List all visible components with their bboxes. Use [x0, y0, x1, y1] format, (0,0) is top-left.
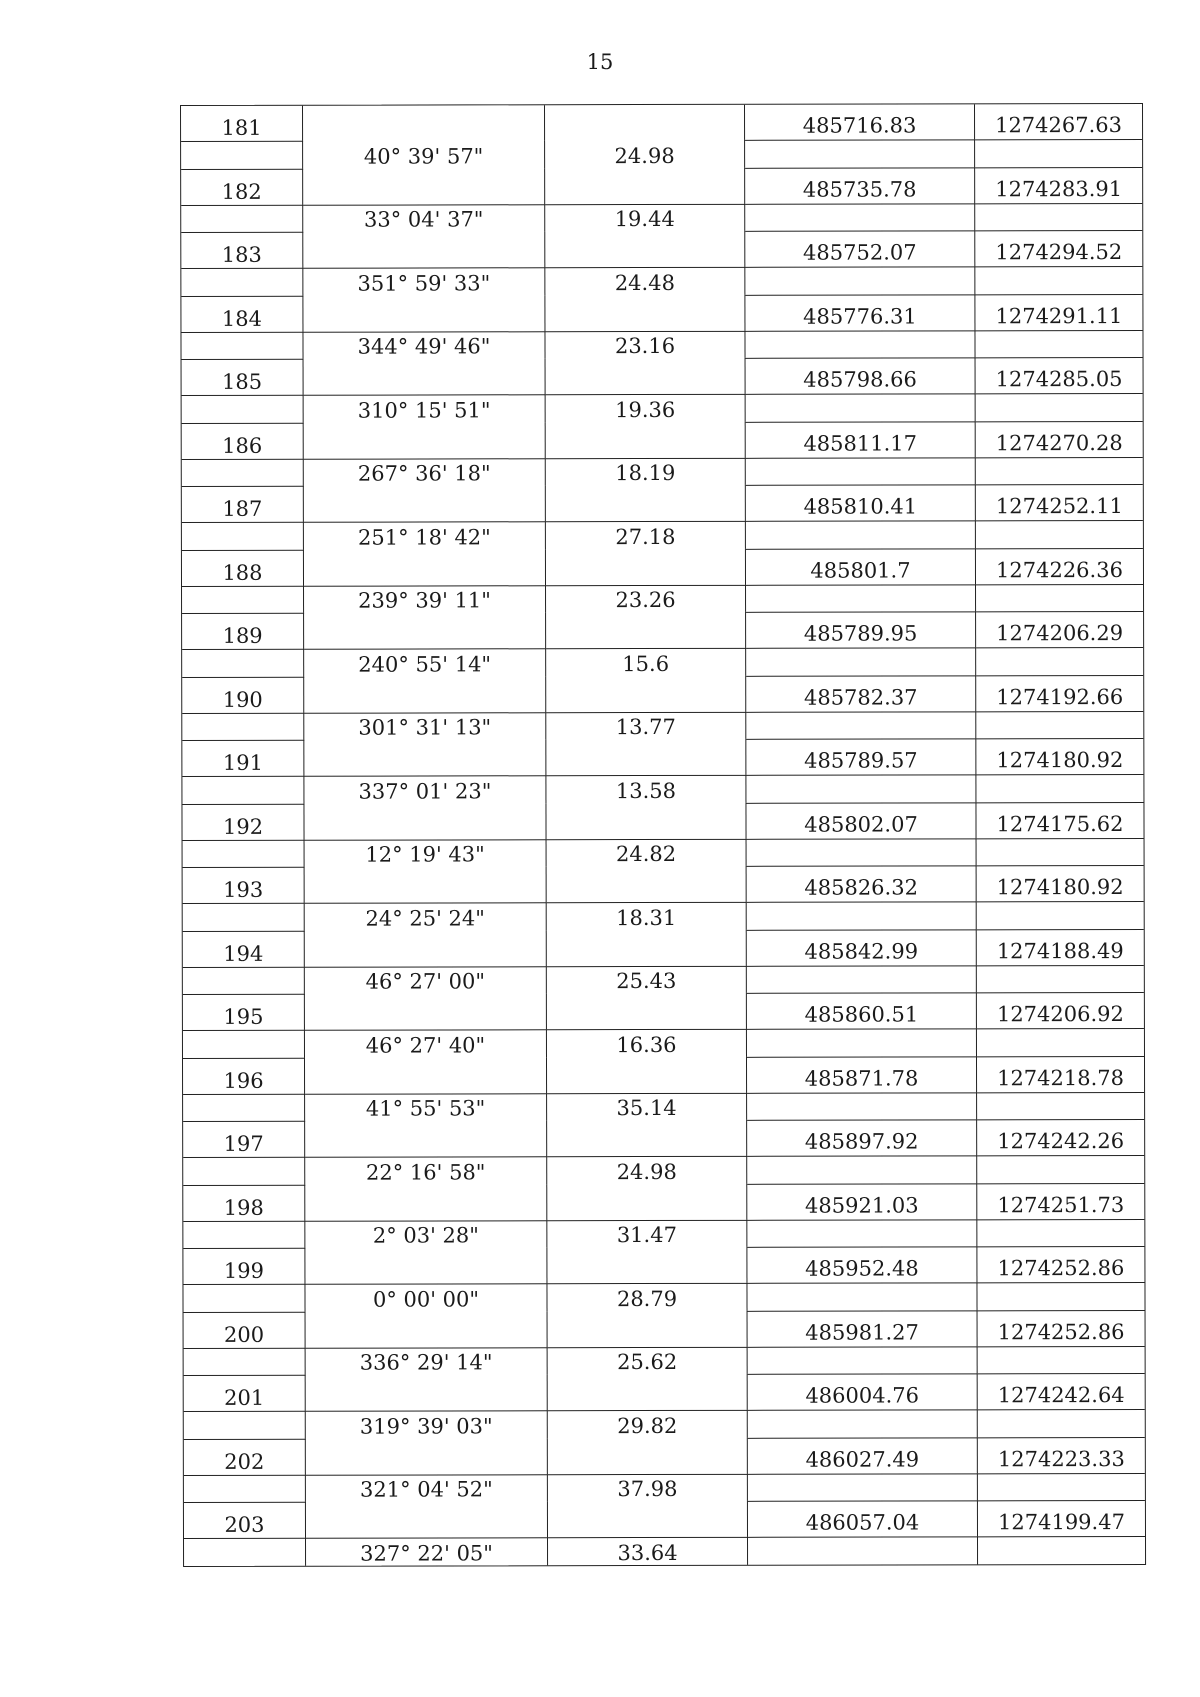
x-coordinate-cell: 485789.95	[746, 612, 976, 648]
empty-cell	[546, 421, 746, 457]
empty-cell	[747, 902, 977, 930]
coordinates-grid	[181, 104, 1145, 1566]
empty-cell	[976, 774, 1143, 802]
x-coordinate-cell: 486057.04	[748, 1501, 978, 1537]
x-coordinate-cell: 485802.07	[746, 802, 976, 838]
empty-cell	[305, 930, 547, 967]
empty-cell	[182, 522, 304, 550]
page-number: 15	[586, 50, 614, 74]
y-coordinate-cell: 1274294.52	[975, 230, 1142, 266]
bearing-cell: 337° 01' 23"	[304, 775, 546, 803]
empty-cell	[305, 1121, 547, 1158]
empty-cell	[184, 1538, 306, 1566]
x-coordinate-cell: 485735.78	[745, 167, 975, 203]
empty-cell	[977, 965, 1144, 993]
empty-cell	[748, 1346, 978, 1374]
distance-cell: 16.36	[547, 1029, 747, 1057]
empty-cell	[547, 1184, 747, 1220]
y-coordinate-cell: 1274218.78	[977, 1056, 1144, 1092]
point-id-cell: 192	[182, 803, 304, 839]
y-coordinate-cell: 1274291.11	[975, 294, 1142, 330]
empty-cell	[183, 1284, 305, 1312]
empty-cell	[184, 1348, 306, 1376]
distance-cell: 23.16	[545, 330, 745, 358]
empty-cell	[183, 1221, 305, 1249]
point-id-cell: 182	[181, 168, 303, 204]
bearing-cell: 319° 39' 03"	[306, 1411, 548, 1439]
y-coordinate-cell: 1274226.36	[976, 548, 1143, 584]
empty-cell	[748, 1473, 978, 1501]
empty-cell	[975, 266, 1142, 294]
empty-cell	[183, 839, 305, 867]
empty-cell	[548, 1501, 748, 1537]
empty-cell	[304, 676, 546, 713]
y-coordinate-cell: 1274285.05	[976, 357, 1143, 393]
empty-cell	[747, 1156, 977, 1184]
empty-cell	[183, 903, 305, 931]
empty-cell	[746, 584, 976, 612]
empty-cell	[181, 268, 303, 296]
empty-cell	[548, 1374, 748, 1410]
distance-cell: 18.31	[547, 902, 747, 930]
empty-cell	[975, 203, 1142, 231]
x-coordinate-cell: 485981.27	[748, 1310, 978, 1346]
point-id-cell: 201	[184, 1375, 306, 1411]
empty-cell	[184, 1475, 306, 1503]
bearing-cell: 12° 19' 43"	[305, 839, 547, 867]
empty-cell	[978, 1346, 1145, 1374]
point-id-cell: 184	[181, 295, 303, 331]
empty-cell	[304, 485, 546, 522]
point-id-cell: 187	[182, 486, 304, 522]
bearing-cell: 41° 55' 53"	[305, 1093, 547, 1121]
bearing-cell: 46° 27' 00"	[305, 966, 547, 994]
x-coordinate-cell: 486027.49	[748, 1437, 978, 1473]
empty-cell	[303, 168, 545, 205]
bearing-cell: 24° 25' 24"	[305, 902, 547, 930]
x-coordinate-cell: 485776.31	[745, 294, 975, 330]
coordinates-table	[180, 103, 1146, 1567]
empty-cell	[305, 866, 547, 903]
point-id-cell: 198	[183, 1185, 305, 1221]
x-coordinate-cell: 485716.83	[745, 104, 975, 139]
empty-cell	[181, 141, 303, 169]
y-coordinate-cell: 1274188.49	[977, 929, 1144, 965]
empty-cell	[545, 105, 745, 140]
empty-cell	[978, 1536, 1145, 1564]
bearing-cell: 46° 27' 40"	[305, 1030, 547, 1058]
y-coordinate-cell: 1274242.64	[978, 1373, 1145, 1409]
empty-cell	[745, 330, 975, 358]
empty-cell	[546, 485, 746, 521]
empty-cell	[182, 395, 304, 423]
bearing-cell: 33° 04' 37"	[303, 204, 545, 232]
distance-cell: 24.48	[545, 267, 745, 295]
empty-cell	[181, 204, 303, 232]
x-coordinate-cell: 485826.32	[747, 866, 977, 902]
y-coordinate-cell: 1274199.47	[978, 1500, 1145, 1536]
distance-cell: 13.77	[546, 712, 746, 740]
empty-cell	[977, 1219, 1144, 1247]
point-id-cell: 185	[182, 359, 304, 395]
x-coordinate-cell: 486004.76	[748, 1374, 978, 1410]
distance-cell: 24.82	[547, 839, 747, 867]
empty-cell	[547, 993, 747, 1029]
empty-cell	[305, 1057, 547, 1094]
empty-cell	[183, 1094, 305, 1122]
bearing-cell: 351° 59' 33"	[303, 267, 545, 295]
x-coordinate-cell: 485842.99	[747, 929, 977, 965]
empty-cell	[306, 1438, 548, 1475]
empty-cell	[305, 994, 547, 1031]
empty-cell	[976, 457, 1143, 485]
y-coordinate-cell: 1274206.92	[977, 992, 1144, 1028]
empty-cell	[304, 549, 546, 586]
empty-cell	[976, 647, 1143, 675]
point-id-cell: 193	[183, 867, 305, 903]
empty-cell	[745, 139, 975, 167]
empty-cell	[745, 266, 975, 294]
distance-cell: 27.18	[546, 521, 746, 549]
empty-cell	[746, 520, 976, 548]
empty-cell	[977, 901, 1144, 929]
point-id-cell: 203	[184, 1502, 306, 1538]
y-coordinate-cell: 1274175.62	[976, 802, 1143, 838]
bearing-cell: 40° 39' 57"	[303, 140, 545, 168]
x-coordinate-cell: 485921.03	[747, 1183, 977, 1219]
y-coordinate-cell: 1274206.29	[976, 611, 1143, 647]
empty-cell	[746, 393, 976, 421]
point-id-cell: 195	[183, 994, 305, 1030]
point-id-cell: 194	[183, 931, 305, 967]
empty-cell	[182, 712, 304, 740]
distance-cell: 24.98	[547, 1156, 747, 1184]
x-coordinate-cell: 485860.51	[747, 993, 977, 1029]
empty-cell	[182, 585, 304, 613]
point-id-cell: 186	[182, 422, 304, 458]
point-id-cell: 183	[181, 232, 303, 268]
empty-cell	[304, 739, 546, 776]
point-id-cell: 189	[182, 613, 304, 649]
distance-cell: 13.58	[546, 775, 746, 803]
bearing-cell: 251° 18' 42"	[304, 521, 546, 549]
bearing-cell: 267° 36' 18"	[304, 458, 546, 486]
empty-cell	[976, 711, 1143, 739]
x-coordinate-cell: 485798.66	[746, 357, 976, 393]
bearing-cell: 344° 49' 46"	[303, 331, 545, 359]
x-coordinate-cell: 485810.41	[746, 484, 976, 520]
empty-cell	[306, 1311, 548, 1348]
distance-cell: 37.98	[548, 1474, 748, 1502]
empty-cell	[306, 1502, 548, 1539]
empty-cell	[304, 612, 546, 649]
empty-cell	[547, 1120, 747, 1156]
empty-cell	[547, 1057, 747, 1093]
empty-cell	[547, 1247, 747, 1283]
empty-cell	[183, 967, 305, 995]
empty-cell	[748, 1410, 978, 1438]
distance-cell: 24.98	[545, 140, 745, 168]
empty-cell	[977, 1092, 1144, 1120]
empty-cell	[303, 231, 545, 268]
empty-cell	[747, 1092, 977, 1120]
x-coordinate-cell: 485801.7	[746, 548, 976, 584]
empty-cell	[977, 838, 1144, 866]
bearing-cell: 0° 00' 00"	[305, 1284, 547, 1312]
empty-cell	[747, 1029, 977, 1057]
empty-cell	[183, 1030, 305, 1058]
empty-cell	[978, 1473, 1145, 1501]
empty-cell	[747, 1219, 977, 1247]
x-coordinate-cell: 485871.78	[747, 1056, 977, 1092]
empty-cell	[545, 231, 745, 267]
empty-cell	[976, 393, 1143, 421]
empty-cell	[976, 584, 1143, 612]
empty-cell	[545, 167, 745, 203]
empty-cell	[977, 1028, 1144, 1056]
empty-cell	[305, 1184, 547, 1221]
bearing-cell: 239° 39' 11"	[304, 585, 546, 613]
distance-cell: 31.47	[547, 1220, 747, 1248]
empty-cell	[545, 294, 745, 330]
point-id-cell: 191	[182, 740, 304, 776]
point-id-cell: 199	[183, 1248, 305, 1284]
empty-cell	[748, 1537, 978, 1565]
empty-cell	[546, 612, 746, 648]
x-coordinate-cell: 485752.07	[745, 230, 975, 266]
x-coordinate-cell: 485811.17	[746, 421, 976, 457]
bearing-cell: 327° 22' 05"	[306, 1538, 548, 1566]
empty-cell	[306, 1375, 548, 1412]
bearing-cell: 336° 29' 14"	[306, 1347, 548, 1375]
bearing-cell: 321° 04' 52"	[306, 1474, 548, 1502]
empty-cell	[977, 1282, 1144, 1310]
empty-cell	[747, 965, 977, 993]
bearing-cell: 2° 03' 28"	[305, 1220, 547, 1248]
y-coordinate-cell: 1274223.33	[978, 1437, 1145, 1473]
empty-cell	[548, 1438, 748, 1474]
y-coordinate-cell: 1274270.28	[976, 421, 1143, 457]
bearing-cell: 301° 31' 13"	[304, 712, 546, 740]
empty-cell	[747, 1283, 977, 1311]
empty-cell	[546, 358, 746, 394]
empty-cell	[304, 422, 546, 459]
y-coordinate-cell: 1274180.92	[976, 738, 1143, 774]
empty-cell	[182, 649, 304, 677]
distance-cell: 15.6	[546, 648, 746, 676]
x-coordinate-cell: 485897.92	[747, 1120, 977, 1156]
point-id-cell: 202	[184, 1439, 306, 1475]
y-coordinate-cell: 1274180.92	[977, 865, 1144, 901]
empty-cell	[303, 295, 545, 332]
distance-cell: 35.14	[547, 1093, 747, 1121]
point-id-cell: 197	[183, 1121, 305, 1157]
bearing-cell: 240° 55' 14"	[304, 648, 546, 676]
empty-cell	[181, 331, 303, 359]
empty-cell	[184, 1411, 306, 1439]
y-coordinate-cell: 1274252.86	[978, 1310, 1145, 1346]
empty-cell	[183, 1157, 305, 1185]
distance-cell: 25.43	[547, 966, 747, 994]
point-id-cell: 181	[181, 106, 303, 141]
distance-cell: 19.44	[545, 203, 745, 231]
empty-cell	[182, 458, 304, 486]
empty-cell	[548, 1311, 748, 1347]
empty-cell	[746, 775, 976, 803]
empty-cell	[976, 520, 1143, 548]
empty-cell	[977, 1155, 1144, 1183]
empty-cell	[182, 776, 304, 804]
empty-cell	[546, 676, 746, 712]
distance-cell: 25.62	[548, 1347, 748, 1375]
y-coordinate-cell: 1274242.26	[977, 1119, 1144, 1155]
empty-cell	[978, 1409, 1145, 1437]
y-coordinate-cell: 1274252.11	[976, 484, 1143, 520]
point-id-cell: 190	[182, 676, 304, 712]
distance-cell: 33.64	[548, 1537, 748, 1565]
empty-cell	[975, 139, 1142, 167]
empty-cell	[303, 105, 545, 141]
point-id-cell: 188	[182, 549, 304, 585]
y-coordinate-cell: 1274251.73	[977, 1183, 1144, 1219]
distance-cell: 19.36	[546, 394, 746, 422]
empty-cell	[304, 358, 546, 395]
empty-cell	[547, 866, 747, 902]
empty-cell	[747, 838, 977, 866]
distance-cell: 29.82	[548, 1410, 748, 1438]
distance-cell: 18.19	[546, 457, 746, 485]
bearing-cell: 22° 16' 58"	[305, 1157, 547, 1185]
empty-cell	[746, 457, 976, 485]
point-id-cell: 200	[184, 1312, 306, 1348]
y-coordinate-cell: 1274267.63	[995, 113, 1123, 138]
bearing-cell: 310° 15' 51"	[304, 394, 546, 422]
distance-cell: 28.79	[547, 1283, 747, 1311]
empty-cell	[975, 330, 1142, 358]
empty-cell	[305, 1248, 547, 1285]
empty-cell	[304, 803, 546, 840]
empty-cell	[746, 648, 976, 676]
empty-cell	[546, 739, 746, 775]
empty-cell	[546, 803, 746, 839]
y-coordinate-cell: 1274192.66	[976, 675, 1143, 711]
distance-cell: 23.26	[546, 584, 746, 612]
empty-cell	[745, 203, 975, 231]
x-coordinate-cell: 485952.48	[747, 1247, 977, 1283]
x-coordinate-cell: 485782.37	[746, 675, 976, 711]
point-id-cell: 196	[183, 1058, 305, 1094]
y-coordinate-cell: 1274252.86	[977, 1246, 1144, 1282]
empty-cell	[547, 930, 747, 966]
empty-cell	[546, 548, 746, 584]
x-coordinate-cell: 485789.57	[746, 739, 976, 775]
empty-cell	[746, 711, 976, 739]
y-coordinate-cell: 1274283.91	[975, 167, 1142, 203]
